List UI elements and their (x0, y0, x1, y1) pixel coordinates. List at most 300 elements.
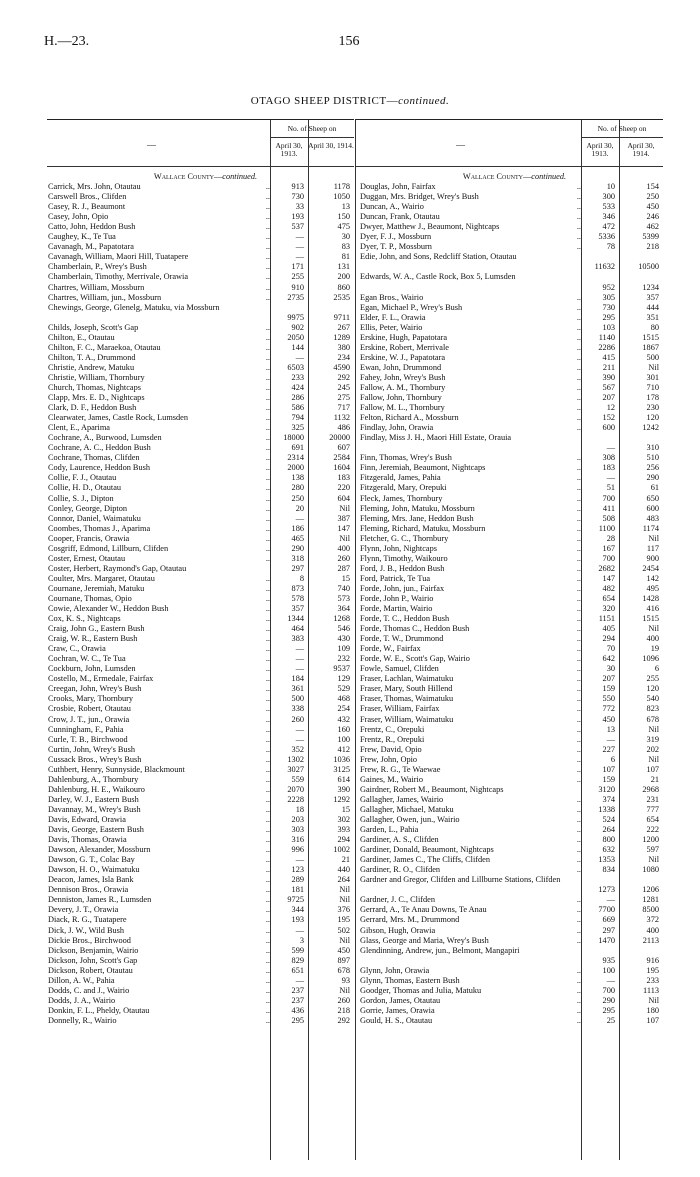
sheep-1913: — (295, 654, 304, 664)
table-row (47, 443, 354, 453)
leader-dots: .. (576, 935, 581, 945)
leader-dots: .. (265, 704, 270, 714)
leader-dots: .. (576, 835, 581, 845)
sheep-1913: — (295, 975, 304, 985)
leader-dots: .. (576, 553, 581, 563)
sheep-1914: 430 (337, 634, 350, 644)
leader-dots: .. (265, 443, 270, 453)
year-1913-header: April 30, 1913. (586, 141, 614, 158)
sheep-1913: 1140 (598, 332, 615, 342)
table-row (47, 544, 354, 554)
sheep-1914: Nil (648, 624, 659, 634)
sheep-1914: Nil (339, 985, 350, 995)
sheep-1914: 220 (337, 483, 350, 493)
owner-name: Erskine, Robert, Merrivale (360, 342, 449, 352)
sheep-1914: 1036 (333, 754, 350, 764)
sheep-1914: 15 (341, 804, 350, 814)
table-row (356, 855, 663, 865)
sheep-1914: 1096 (642, 654, 659, 664)
table-row (356, 313, 663, 323)
leader-dots: .. (265, 342, 270, 352)
leader-dots: .. (576, 855, 581, 865)
sheep-1913: 910 (291, 282, 304, 292)
table-row (356, 936, 663, 946)
owner-name: Conley, George, Dipton (48, 503, 128, 513)
sheep-1913: 227 (602, 744, 615, 754)
sheep-1913: 107 (602, 764, 615, 774)
table-row (356, 684, 663, 694)
sheep-1913: 691 (291, 443, 304, 453)
table-row (47, 795, 354, 805)
owner-name: Chartres, William, jun., Mossburn (48, 292, 162, 302)
owner-name: Carrick, Mrs. John, Otautau (48, 182, 141, 192)
table-row (356, 524, 663, 534)
leader-dots: .. (265, 282, 270, 292)
left-column (47, 119, 354, 1160)
owner-name: Craw, C., Orawia (48, 644, 106, 654)
sheep-1913: 144 (291, 342, 304, 352)
sheep-1914: 400 (337, 543, 350, 553)
owner-name: Goodger, Thomas and Julia, Matuku (360, 985, 482, 995)
sheep-1913: 25 (606, 1015, 615, 1025)
sheep-1914: 287 (337, 563, 350, 573)
title-continued: continued. (398, 95, 450, 107)
table-row (47, 885, 354, 895)
table-row (356, 353, 663, 363)
table-row (47, 805, 354, 815)
leader-dots: .. (265, 614, 270, 624)
owner-name: Gordon, James, Otautau (360, 995, 441, 1005)
sheep-1914: 462 (646, 222, 659, 232)
table-row (47, 976, 354, 986)
sheep-1914: 777 (646, 804, 659, 814)
sheep-1913: 390 (602, 372, 615, 382)
sheep-1913: 338 (291, 704, 304, 714)
document-reference: H.—23. (44, 34, 90, 49)
table-row (356, 1006, 663, 1016)
sheep-1914: 440 (337, 865, 350, 875)
owner-name: Childs, Joseph, Scott's Gap (48, 322, 139, 332)
sheep-1914: 486 (337, 423, 350, 433)
sheep-1913: 482 (602, 583, 615, 593)
leader-dots: .. (576, 473, 581, 483)
owner-name: Darley, W. J., Eastern Bush (48, 794, 139, 804)
table-row (356, 946, 663, 966)
table-row (356, 644, 663, 654)
owner-name: Frew, R. G., Te Waewae (360, 764, 441, 774)
table-row (356, 805, 663, 815)
leader-dots: .. (576, 744, 581, 754)
sheep-1913: 996 (291, 845, 304, 855)
sheep-1914: 502 (337, 925, 350, 935)
table-row (47, 483, 354, 493)
sheep-1914: 250 (646, 192, 659, 202)
sheep-1913: 800 (602, 835, 615, 845)
year-1914-header: April 30, 1914. (627, 141, 655, 158)
sheep-1913: — (295, 644, 304, 654)
owner-name: Cochrane, Thomas, Clifden (48, 453, 140, 463)
owner-name: Fraser, William, Waimatuku (360, 714, 454, 724)
sheep-1914: 6 (654, 664, 659, 674)
sheep-1914: 131 (337, 262, 350, 272)
table-row (356, 775, 663, 785)
leader-dots: .. (576, 202, 581, 212)
table-row (356, 383, 663, 393)
leader-dots: .. (265, 593, 270, 603)
page-number: 156 (338, 34, 360, 49)
owner-name: Glass, George and Maria, Wrey's Bush (360, 935, 489, 945)
sheep-1913: 472 (602, 222, 615, 232)
sheep-1913: — (295, 242, 304, 252)
owner-name: Fitzgerald, Mary, Orepuki (360, 483, 447, 493)
owner-name: Fleck, James, Thornbury (360, 493, 443, 503)
owner-name: Gibson, Hugh, Orawia (360, 925, 436, 935)
owner-name: Cockburn, John, Lumsden (48, 664, 136, 674)
owner-name: Fitzgerald, James, Pahia (360, 473, 441, 483)
table-row (47, 383, 354, 393)
sheep-1914: Nil (648, 362, 659, 372)
owner-name: Cox, K. S., Nightcaps (48, 614, 121, 624)
owner-name: Frew, David, Opio (360, 744, 422, 754)
leader-dots: .. (576, 312, 581, 322)
table-title (0, 95, 700, 107)
leader-dots: .. (576, 362, 581, 372)
sheep-1913: 167 (602, 543, 615, 553)
table-row (356, 795, 663, 805)
leader-dots: .. (576, 915, 581, 925)
leader-dots: .. (576, 593, 581, 603)
sheep-1913: 138 (291, 473, 304, 483)
leader-dots: .. (576, 845, 581, 855)
sheep-1914: 2113 (642, 935, 659, 945)
sheep-1914: 740 (337, 583, 350, 593)
owner-name: Craig, W. R., Eastern Bush (48, 634, 138, 644)
section-heading: Wallace County—continued. (462, 172, 567, 181)
sheep-1914: 390 (337, 784, 350, 794)
owner-name: Craig, John G., Eastern Bush (48, 624, 145, 634)
leader-dots: .. (265, 764, 270, 774)
sheep-1914: 351 (646, 312, 659, 322)
leader-dots: .. (265, 784, 270, 794)
owner-name: Dawson, H. O., Waimatuku (48, 865, 140, 875)
sheep-1913: 599 (291, 945, 304, 955)
sheep-1913: 873 (291, 583, 304, 593)
sheep-1914: 100 (337, 734, 350, 744)
table-row (356, 242, 663, 252)
leader-dots: .. (265, 423, 270, 433)
leader-dots: .. (576, 764, 581, 774)
owner-name: Gorrie, James, Orawia (360, 1005, 435, 1015)
owner-name: Dennison Bros., Orawia (48, 885, 129, 895)
title-main: OTAGO SHEEP DISTRICT— (250, 95, 399, 107)
owner-name: Dickson, Robert, Otautau (48, 965, 133, 975)
sheep-1914: 500 (646, 352, 659, 362)
sheep-1913: 207 (602, 674, 615, 684)
table-row (47, 745, 354, 755)
sheep-1913: — (606, 895, 615, 905)
sheep-1913: 902 (291, 322, 304, 332)
leader-dots: .. (265, 654, 270, 664)
table-row (47, 956, 354, 966)
sheep-1913: 913 (291, 182, 304, 192)
sheep-1914: 1292 (333, 794, 350, 804)
owner-name: Clearwater, James, Castle Rock, Lumsden (48, 413, 188, 423)
sheep-1914: 1289 (333, 332, 350, 342)
leader-dots: .. (265, 664, 270, 674)
owner-name: Chamberlain, P., Wrey's Bush (48, 262, 147, 272)
leader-dots: .. (576, 895, 581, 905)
table-row (356, 494, 663, 504)
owner-name: Dick, J. W., Wild Bush (48, 925, 125, 935)
table-row (356, 594, 663, 604)
leader-dots: .. (265, 352, 270, 362)
owner-name: Crosbie, Robert, Otautau (48, 704, 131, 714)
table-row (356, 785, 663, 795)
sheep-1913: 286 (291, 393, 304, 403)
leader-dots: .. (576, 483, 581, 493)
right-rows (356, 172, 663, 1026)
table-row (356, 564, 663, 574)
sheep-1913: 2682 (598, 563, 615, 573)
owner-name: Ellis, Peter, Wairio (360, 322, 423, 332)
sheep-1913: 952 (602, 282, 615, 292)
sheep-1913: 2286 (598, 342, 615, 352)
owner-name: Chartres, William, Mossburn (48, 282, 145, 292)
sheep-1913: 233 (291, 372, 304, 382)
table-row (356, 433, 663, 453)
sheep-1913: 700 (602, 985, 615, 995)
owner-name: Coombes, Thomas J., Aparima (48, 523, 151, 533)
year-1914-header: April 30, 1914. (308, 141, 354, 150)
table-row (47, 594, 354, 604)
owner-name: Dyer, T. P., Mossburn (360, 242, 432, 252)
owner-name: Fallow, John, Thornbury (360, 393, 442, 403)
table-row (47, 865, 354, 875)
leader-dots: .. (576, 614, 581, 624)
leader-dots: .. (265, 875, 270, 885)
leader-dots: .. (265, 774, 270, 784)
owner-name: Forde, John, jun., Fairfax (360, 583, 445, 593)
leader-dots: .. (265, 885, 270, 895)
sheep-1913: 794 (291, 413, 304, 423)
sheep-1913: 295 (602, 312, 615, 322)
sheep-1913: 352 (291, 744, 304, 754)
sheep-1913: 567 (602, 382, 615, 392)
table-row (356, 544, 663, 554)
leader-dots: .. (576, 644, 581, 654)
table-row (47, 242, 354, 252)
table-row (47, 212, 354, 222)
table-row (47, 554, 354, 564)
owner-name: Cournane, Jeremiah, Matuku (48, 583, 145, 593)
owner-name: Gardiner, A. S., Clifden (360, 835, 439, 845)
sheep-1914: 573 (337, 593, 350, 603)
table-row (356, 604, 663, 614)
table-row (356, 483, 663, 493)
table-row (356, 825, 663, 835)
sheep-1913: 1302 (287, 754, 304, 764)
sheep-1914: 1080 (642, 865, 659, 875)
sheep-1914: 654 (646, 815, 659, 824)
leader-dots: .. (265, 543, 270, 553)
leader-dots: .. (576, 684, 581, 694)
leader-dots: .. (576, 1005, 581, 1015)
owner-name: Flynn, Timothy, Waikouro (360, 553, 448, 563)
owner-name: Cooper, Francis, Orawia (48, 533, 130, 543)
leader-dots: .. (265, 835, 270, 845)
sheep-1913: 559 (291, 774, 304, 784)
table-row (47, 875, 354, 885)
left-rows (47, 172, 354, 1026)
sheep-1913: 13 (606, 724, 615, 734)
owner-name: Forde, Martin, Wairio (360, 604, 433, 614)
sheep-1914: 120 (646, 413, 659, 423)
table-row (356, 915, 663, 925)
sheep-1913: 2314 (287, 453, 304, 463)
table-row (356, 343, 663, 353)
leader-dots: .. (576, 583, 581, 593)
sheep-1914: 20000 (329, 433, 350, 443)
owner-name: Dillon, A. W., Pahia (48, 975, 115, 985)
sheep-1913: 320 (602, 604, 615, 614)
leader-dots: .. (576, 634, 581, 644)
sheep-1913: 346 (602, 212, 615, 222)
sheep-1913: 537 (291, 222, 304, 232)
owner-name: Casey, John, Opio (48, 212, 109, 222)
sheep-1913: 3027 (287, 764, 304, 774)
table-row (356, 423, 663, 433)
table-row (47, 614, 354, 624)
owner-name: Cuthbert, Henry, Sunnyside, Blackmount (48, 764, 185, 774)
sheep-1913: 51 (606, 483, 615, 493)
sheep-1913: 2228 (287, 794, 304, 804)
table-row (356, 996, 663, 1006)
table-row (47, 694, 354, 704)
owner-name: Cavanagh, M., Papatotara (48, 242, 134, 252)
owner-name: Egan, Michael P., Wrey's Bush (360, 302, 463, 312)
owner-name: Curle, T. B., Birchwood (48, 734, 128, 744)
owner-name: Frew, John, Opio (360, 754, 418, 764)
owner-name: Dickie Bros., Birchwood (48, 935, 131, 945)
sheep-1914: Nil (339, 895, 350, 905)
table-row (356, 252, 663, 272)
sheep-1913: 405 (602, 624, 615, 634)
table-row (47, 403, 354, 413)
table-row (356, 845, 663, 855)
sheep-1913: 2070 (287, 784, 304, 794)
sheep-1914: Nil (648, 533, 659, 543)
table-row (356, 584, 663, 594)
sheep-1914: 195 (337, 915, 350, 925)
table-row (356, 212, 663, 222)
sheep-1913: 20 (295, 503, 304, 513)
table-row (356, 694, 663, 704)
sheep-1914: Nil (339, 533, 350, 543)
table-row (47, 715, 354, 725)
owner-name: Donnelly, R., Wairio (48, 1015, 117, 1025)
owner-name: Forde, John P., Wairio (360, 593, 434, 603)
sheep-1914: 717 (337, 403, 350, 413)
sheep-1914: 2584 (333, 453, 350, 463)
table-row (47, 494, 354, 504)
table-row (356, 664, 663, 674)
sheep-1913: 935 (602, 955, 615, 965)
sheep-1914: 1604 (333, 463, 350, 473)
owner-name: Fleming, John, Matuku, Mossburn (360, 503, 475, 513)
sheep-1914: 160 (337, 724, 350, 734)
leader-dots: .. (576, 573, 581, 583)
owner-name: Forde, T. C., Heddon Bush (360, 614, 450, 624)
leader-dots: .. (576, 925, 581, 935)
table-row (47, 232, 354, 242)
owner-name: Gardiner, R. O., Clifden (360, 865, 441, 875)
sheep-1913: 3120 (598, 784, 615, 794)
owner-name: Elder, F. L., Orawia (360, 312, 426, 322)
sheep-1914: 860 (337, 282, 350, 292)
table-row (47, 926, 354, 936)
owner-name: Cochrane, A., Burwood, Lumsden (48, 433, 162, 443)
sheep-1913: 8 (299, 573, 304, 583)
leader-dots: .. (265, 393, 270, 403)
owner-name: Fletcher, G. C., Thornbury (360, 533, 449, 543)
leader-dots: .. (265, 955, 270, 965)
table-row (47, 524, 354, 534)
sheep-1913: — (295, 252, 304, 262)
sheep-1913: 772 (602, 704, 615, 714)
sheep-1913: 730 (291, 192, 304, 202)
table-row (356, 654, 663, 664)
owner-name: Ford, J. B., Heddon Bush (360, 563, 445, 573)
owner-name: Chilton, F. C., Maraekoa, Otautau (48, 342, 161, 352)
sheep-1913: 700 (602, 553, 615, 563)
table-row (47, 674, 354, 684)
sheep-1914: 475 (337, 222, 350, 232)
table-row (356, 333, 663, 343)
table-row (47, 182, 354, 192)
table-row (356, 865, 663, 875)
owner-name: Dodds, C. and J., Wairio (48, 985, 130, 995)
table-row (47, 584, 354, 594)
owner-name: Flynn, John, Nightcaps (360, 543, 437, 553)
sheep-1914: 10500 (638, 262, 659, 272)
table-row (47, 765, 354, 775)
sheep-1914: 21 (650, 774, 659, 784)
leader-dots: .. (265, 624, 270, 634)
sheep-1914: 2454 (642, 563, 659, 573)
sheep-1913: 18000 (283, 433, 304, 443)
owner-name: Gerrard, A., Te Anau Downs, Te Anau (360, 905, 487, 915)
sheep-1914: 294 (337, 835, 350, 845)
table-row (356, 222, 663, 232)
table-row (356, 634, 663, 644)
leader-dots: .. (576, 995, 581, 1005)
table-row (356, 574, 663, 584)
sheep-1914: 234 (337, 352, 350, 362)
owner-name: Dickson, John, Scott's Gap (48, 955, 138, 965)
sheep-1914: Nil (339, 935, 350, 945)
owner-name: Clent, E., Aparima (48, 423, 110, 433)
sheep-1914: Nil (339, 503, 350, 513)
leader-dots: .. (265, 935, 270, 945)
sheep-1913: 318 (291, 553, 304, 563)
leader-dots: .. (265, 252, 270, 262)
owner-name: Dickson, Benjamin, Wairio (48, 945, 139, 955)
sheep-1913: 578 (291, 593, 304, 603)
leader-dots: .. (265, 362, 270, 372)
table-row (47, 755, 354, 765)
sheep-1913: 255 (291, 272, 304, 282)
sheep-1914: 202 (646, 744, 659, 754)
